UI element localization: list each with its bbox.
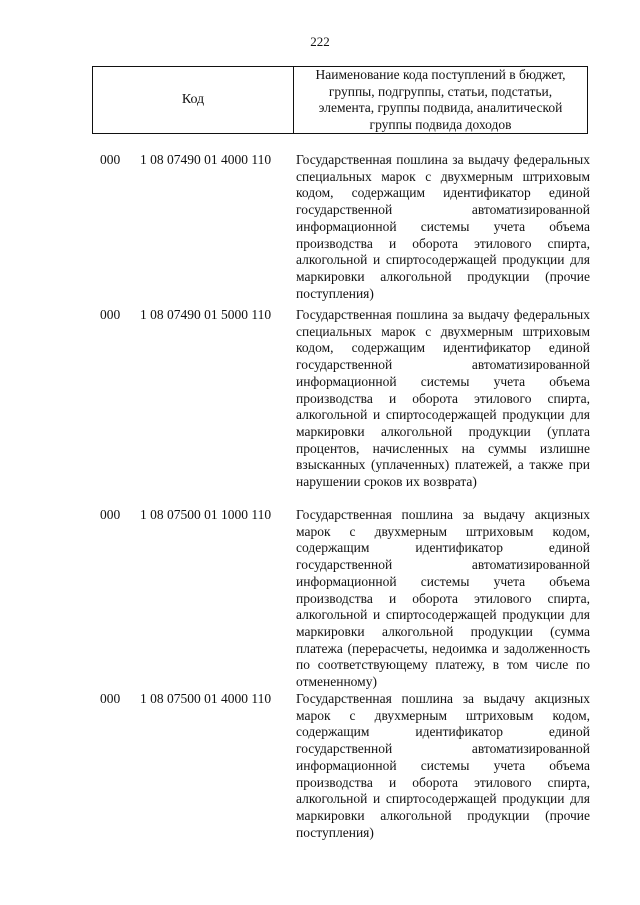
table-header [92,66,588,134]
table-row [100,152,590,307]
revenue-description: Государственная пошлина за выдачу федеральных специальных марок с двухмерным штриховым кодом, содержащим идентификатор единой государственной автоматизированной информационной системы учета объема производства и оборота этилового спирта, алкогольной и спиртосодержащей продукции для маркировки алкогольной продукции (прочие поступления) [296,152,590,301]
revenue-description: Государственная пошлина за выдачу федеральных специальных марок с двухмерным штриховым кодом, содержащим идентификатор единой государственной автоматизированной информационной системы учета объема производства и оборота этилового спирта, алкогольной и спиртосодержащей продукции для маркировки алкогольной продукции (уплата процентов, начисленных на суммы излишне взысканных (уплаченных) платежей, а также при нарушении сроков их возврата) [296,307,590,490]
header-name-cell: Наименование кода поступлений в бюджет, группы, подгруппы, статьи, подстатьи, элемента, группы подвида, аналитической группы подвида доходов [315,67,566,132]
admin-code: 000 [100,152,121,167]
table-row [100,507,590,691]
revenue-code: 1 08 07490 01 5000 110 [140,307,272,322]
table-row [100,307,590,507]
revenue-description: Государственная пошлина за выдачу акцизных марок с двухмерным штриховым кодом, содержащим идентификатор единой государственной автоматизированной информационной системы учета объема производства и оборота этилового спирта, алкогольной и спиртосодержащей продукции для маркировки алкогольной продукции (прочие поступления) [296,691,590,840]
revenue-code: 1 08 07500 01 4000 110 [140,691,272,706]
page-number: 222 [310,34,330,49]
header-code-cell: Код [93,67,294,133]
revenue-code: 1 08 07500 01 1000 110 [140,507,272,522]
table-row [100,691,590,841]
revenue-code: 1 08 07490 01 4000 110 [140,152,272,167]
admin-code: 000 [100,507,121,522]
revenue-description: Государственная пошлина за выдачу акцизных марок с двухмерным штриховым кодом, содержащим идентификатор единой государственной автоматизированной информационной системы учета объема производства и оборота этилового спирта, алкогольной и спиртосодержащей продукции для маркировки алкогольной продукции (сумма платежа (перерасчеты, недоимка и задолженность по соответствующему платежу, в том числе по отмененному) [296,507,590,690]
admin-code: 000 [100,307,121,322]
code-table [100,152,590,841]
admin-code: 000 [100,691,121,706]
